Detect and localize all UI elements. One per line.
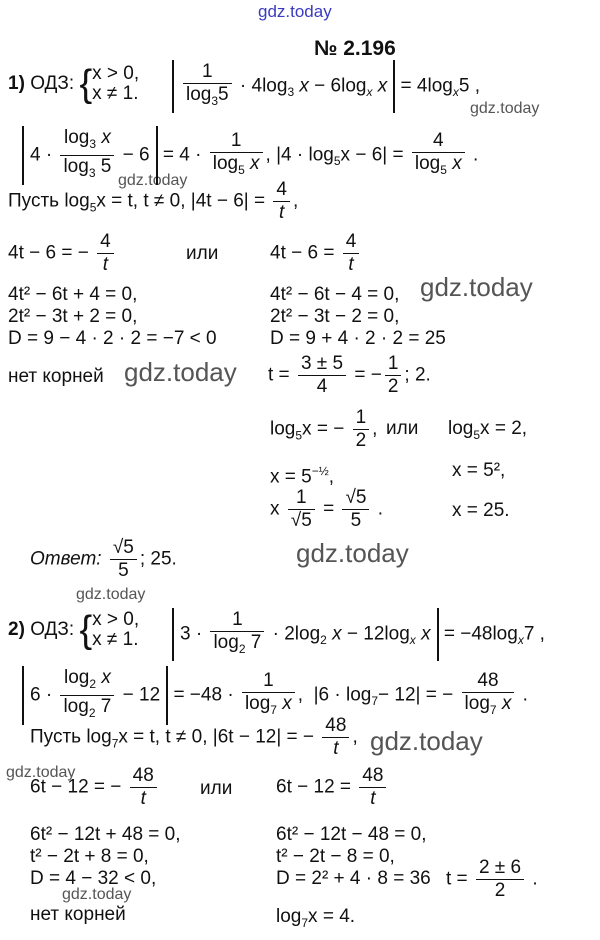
part2-left-line4: нет корней: [30, 904, 126, 925]
part1-eq1-rhs: = 4log: [400, 75, 453, 97]
part2-equation2: 6 · $\frac{\log_2 x}{\log_2 7}$ − 12 = −48 · $\frac{1}{\log_7 x}$ , $|6 \cdot \log_7- 12|$ = − $\frac{48}{\log_7 x}$ .: [22, 666, 528, 725]
watermark: gdz.today: [6, 764, 76, 781]
part1-odz-line: 1) ОДЗ: { x > 0, x ≠ 1.: [8, 63, 140, 105]
part1-or: или: [186, 243, 219, 264]
part2-case-left: 6t − 12 = − $\frac{48}{t}$: [30, 766, 160, 809]
part1-x-d: x = 25.: [452, 500, 510, 521]
problem-number: № 2.196: [314, 37, 396, 60]
part2-right-line3: D = 2² + 4 · 8 = 36: [276, 868, 431, 889]
part1-equation2: 4 · $\frac{\log_3 x}{\log_3 5}$ − 6 = 4 · $\frac{1}{\log_5 x}$ , $|4 \cdot \log_5x - 6|$ = $\frac{4}{\log_5 x}$ .: [22, 126, 478, 185]
watermark: gdz.today: [296, 538, 409, 568]
part1-eq2-mid: = 4 ·: [162, 144, 202, 166]
part2-left-line1: 6t² − 12t + 48 = 0,: [30, 824, 181, 845]
part2-left-line2: t² − 2t + 8 = 0,: [30, 846, 149, 867]
watermark: gdz.today: [470, 100, 540, 117]
part1-case-left: 4t − 6 = − $\frac{4}{t}$: [8, 232, 117, 275]
part2-right-line2: t² − 2t − 8 = 0,: [276, 846, 395, 867]
part1-right-line2: 2t² − 3t − 2 = 0,: [270, 306, 400, 327]
part2-left-line3: D = 4 − 32 < 0,: [30, 868, 157, 889]
part1-x-a: $x = 5^{-\frac{1}{2}}$,: [270, 464, 335, 488]
part1-odz: ОДЗ:: [30, 73, 75, 95]
part1-x-b: x = 5²,: [452, 460, 506, 481]
part1-cond1: x > 0,: [92, 63, 140, 84]
watermark: gdz.today: [124, 357, 237, 387]
part1-label: 1): [8, 73, 25, 95]
part1-left-line3: D = 9 − 4 · 2 · 2 = −7 < 0: [8, 328, 217, 349]
part1-t-roots: t = $\frac{3 \pm 5}{4}$ = − $\frac{1}{2}$ ; 2.: [268, 353, 431, 397]
part1-log-b: $\log_5x = 2$,: [448, 418, 528, 442]
watermark: gdz.today: [76, 586, 146, 603]
part2-case-right: 6t − 12 = $\frac{48}{t}$: [276, 766, 389, 809]
watermark-top: gdz.today: [258, 2, 332, 21]
watermark: gdz.today: [370, 726, 483, 756]
watermark: gdz.today: [118, 172, 188, 189]
part1-left-line2: 2t² − 3t + 2 = 0,: [8, 306, 138, 327]
part1-right-line1: 4t² − 6t − 4 = 0,: [270, 284, 400, 305]
part2-equation1: 3 · $\frac{1}{\log_2 7}$ · $2\log_2$ $x - 12\log_x$ $x = -48\log_x7$ ,: [172, 608, 545, 661]
part2-label: 2): [8, 619, 25, 641]
part2-odz-line: 2) ОДЗ: { x > 0, x ≠ 1.: [8, 609, 140, 651]
watermark: gdz.today: [62, 886, 132, 903]
part2-or: или: [200, 778, 233, 799]
part1-log-a: $\log_5x$ = − $\frac{1}{2}$ ,: [270, 407, 378, 451]
part1-substitution: Пусть $\log_5x = t$, t ≠ 0, |4t − 6| = $\frac{4}{t}$ ,: [8, 179, 299, 223]
part1-no-roots: нет корней: [8, 366, 104, 387]
part2-t-roots: t = $\frac{2 \pm 6}{2}$ .: [446, 857, 538, 901]
part2-substitution: Пусть $\log_7x = t$, t ≠ 0, |6t − 12| = − $\frac{48}{t}$ ,: [30, 715, 358, 759]
part1-right-line3: D = 9 + 4 · 2 · 2 = 25: [270, 328, 446, 349]
part1-cond2: x ≠ 1.: [92, 83, 139, 104]
part1-x-c: x $\frac{1}{√5}$ = $\frac{√5}{5}$ .: [270, 487, 384, 531]
part1-left-line1: 4t² − 6t + 4 = 0,: [8, 284, 138, 305]
part1-answer: Ответ: $\frac{√5}{5}$ ; 25.: [30, 537, 177, 581]
part1-equation1: $\frac{1}{\log_35}$ · $4\log_3$ $x - 6\log_x$ $x = 4\log_x5$ ,: [172, 60, 480, 113]
part2-right-line4: $\log_7x = 4$.: [276, 906, 356, 930]
watermark: gdz.today: [420, 272, 533, 302]
part1-or2: или: [386, 418, 419, 439]
part2-right-line1: 6t² − 12t − 48 = 0,: [276, 824, 427, 845]
part2-odz: ОДЗ:: [30, 619, 75, 641]
part1-case-right: 4t − 6 = $\frac{4}{t}$: [270, 232, 362, 275]
